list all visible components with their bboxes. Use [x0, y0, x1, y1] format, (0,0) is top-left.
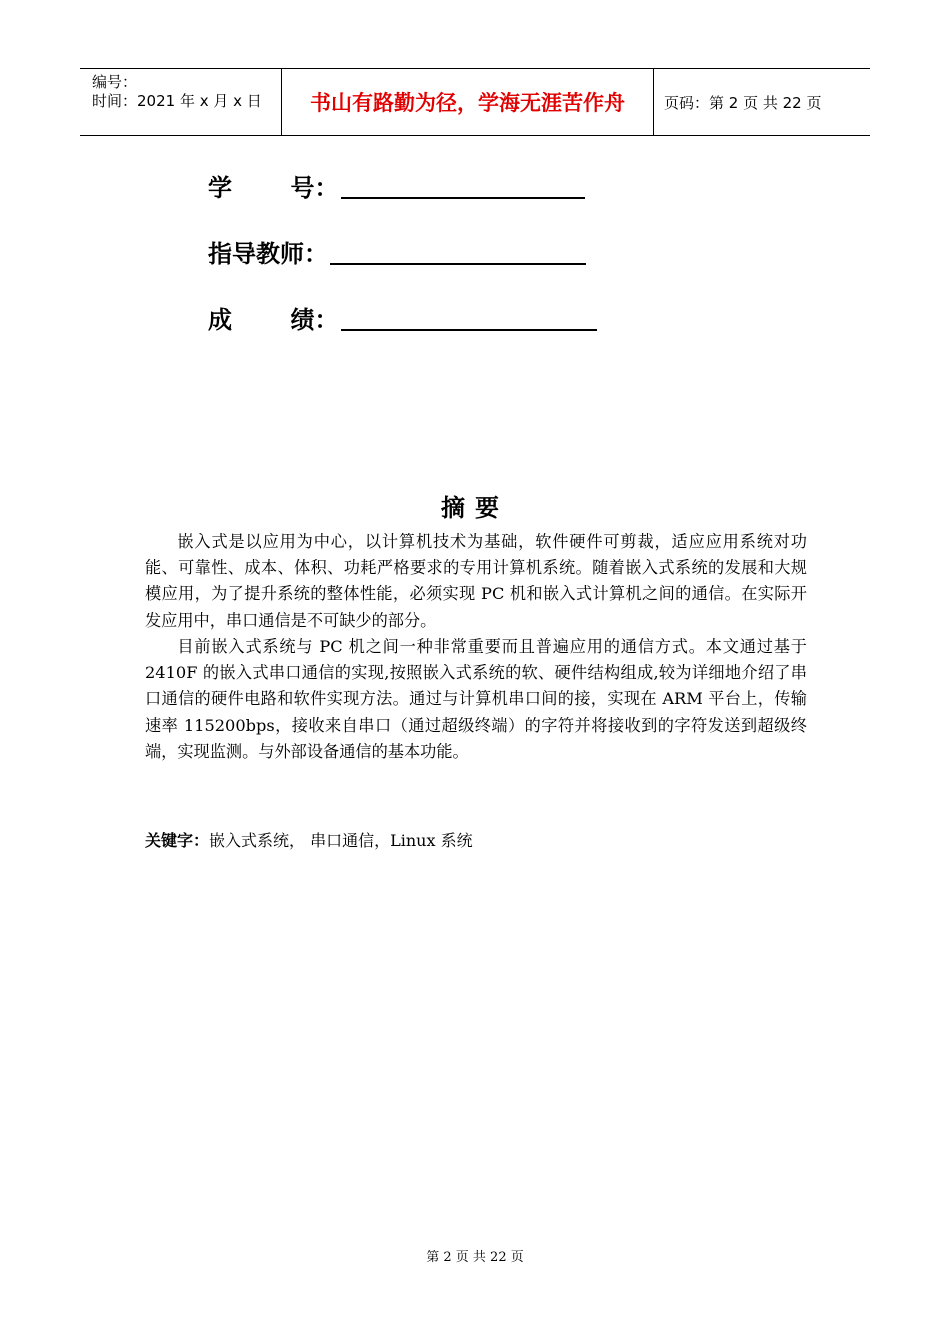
advisor-blank	[330, 261, 586, 265]
keywords-line	[145, 828, 473, 851]
keywords-label: 关键字：	[145, 831, 210, 850]
student-id-field	[208, 168, 585, 203]
document-number: 编号：	[92, 73, 138, 91]
page-header	[80, 68, 870, 136]
header-page-info: 页码：第 2 页 共 22 页	[664, 93, 822, 112]
student-id-label: 学 号：	[208, 174, 339, 202]
grade-field	[208, 300, 597, 335]
grade-blank	[341, 327, 597, 331]
student-id-blank	[341, 195, 585, 199]
keywords-text: 嵌入式系统， 串口通信，Linux 系统	[209, 831, 473, 850]
document-time: 时间：2021 年 x 月 x 日	[92, 92, 262, 110]
abstract-title: 摘要	[441, 494, 509, 522]
grade-label: 成 绩：	[208, 306, 339, 334]
abstract-paragraph: 嵌入式是以应用为中心，以计算机技术为基础，软件硬件可剪裁，适应应用系统对功能、可靠性、成本、体积、功耗严格要求的专用计算机系统。随着嵌入式系统的发展和大规模应用，为了提升系统的整体性能，必须实现 PC 机和嵌入式计算机之间的通信。在实际开发应用中，串口通信是不可缺少的部分。	[145, 532, 807, 630]
header-motto: 书山有路勤为径，学海无涯苦作舟	[282, 69, 654, 135]
page-footer: 第 2 页 共 22 页	[426, 1250, 524, 1265]
advisor-field	[208, 234, 586, 269]
abstract-paragraph: 目前嵌入式系统与 PC 机之间一种非常重要而且普遍应用的通信方式。本文通过基于 2410F 的嵌入式串口通信的实现,按照嵌入式系统的软、硬件结构组成,较为详细地介绍了串口通信的硬件电路和软件实现方法。通过与计算机串口间的接，实现在 ARM 平台上，传输速率 115200bps，接收来自串口（通过超级终端）的字符并将接收到的字符发送到超级终端，实现监测。与外部设备通信的基本功能。	[145, 637, 807, 761]
header-meta	[80, 69, 282, 135]
advisor-label: 指导教师：	[208, 240, 328, 268]
